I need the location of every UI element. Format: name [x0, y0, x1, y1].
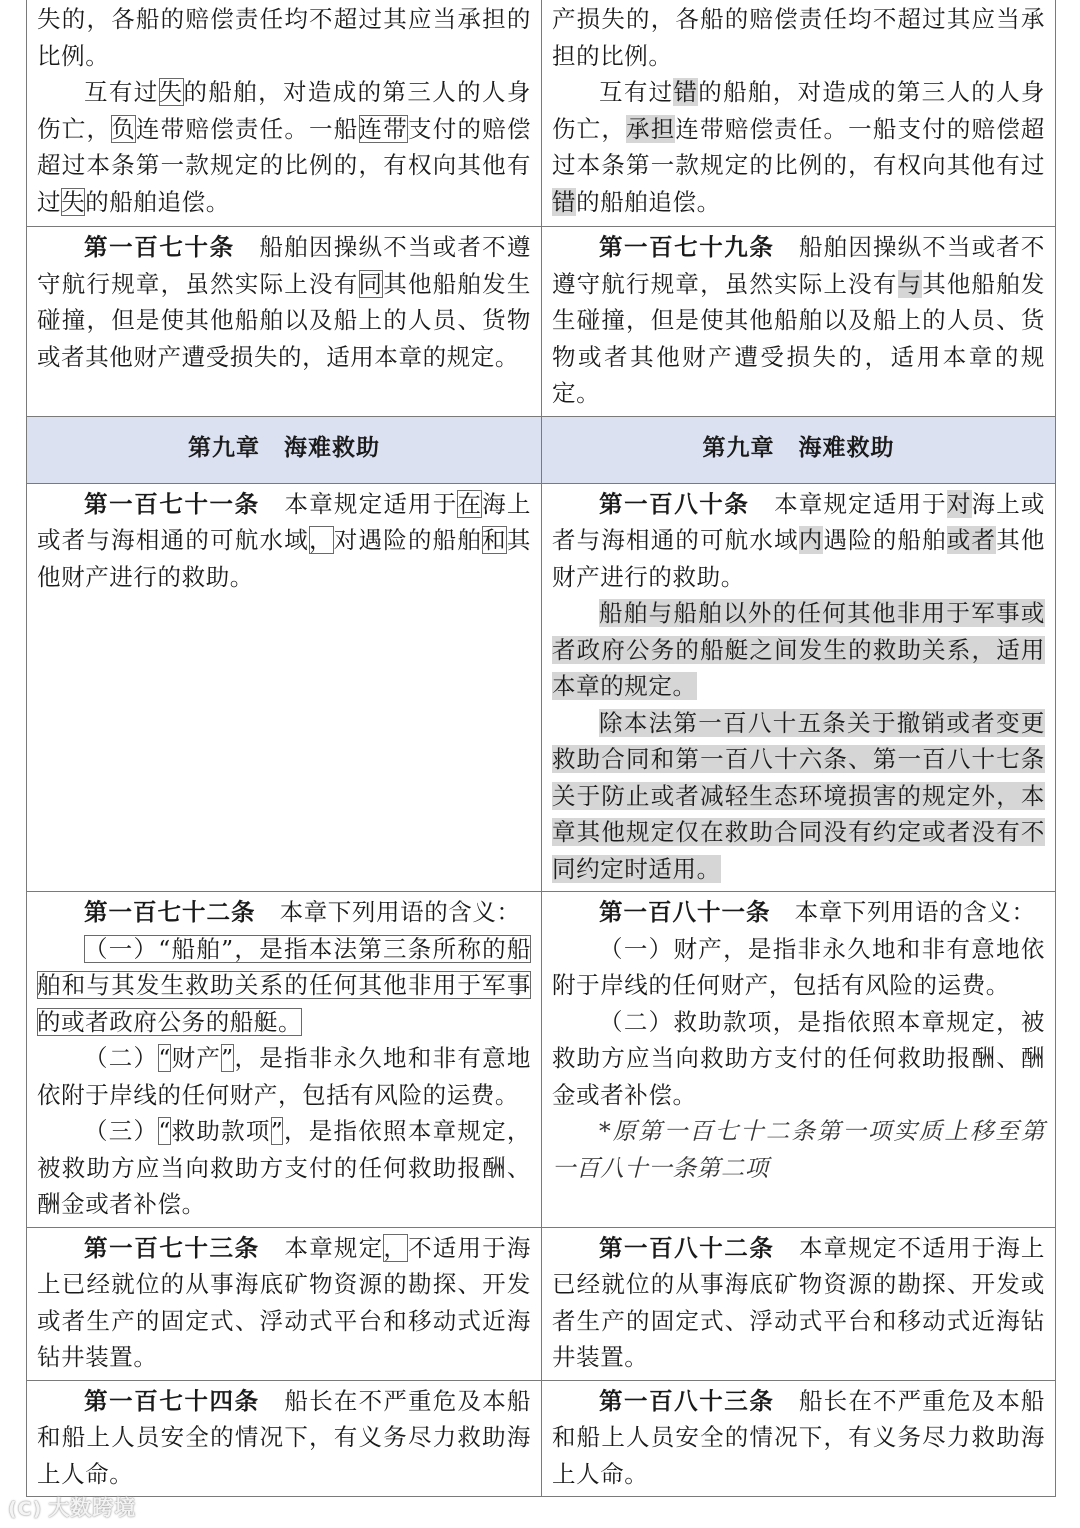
article-number: 第一百七十一条 [84, 489, 260, 518]
paragraph: 产损失的，各船的赔偿责任均不超过其应当承担的比例。 [552, 5, 1045, 70]
brand-logo-icon: (C) [8, 1498, 43, 1520]
old-text-cell [27, 483, 542, 892]
added-text: 船舶与船舶以外的任何其他非用于军事或者政府公务的船艇之间发生的救助关系，适用本章的规定。 [552, 599, 1045, 700]
deleted-mark: 负 [111, 114, 136, 143]
old-text-cell [27, 227, 542, 417]
changed-mark: 对 [946, 489, 972, 518]
deleted-mark: 失 [61, 187, 86, 216]
deleted-mark: 同 [358, 269, 384, 298]
watermark-text: 大数跨境 [48, 1496, 137, 1520]
deleted-mark: ” [270, 1117, 284, 1145]
chapter-title: 第九章 海难救助 [27, 416, 542, 483]
article-number: 第一百七十条 [84, 233, 235, 261]
paragraph: 第一百八十条 本章规定适用于对海上或者与海相通的可航水域内遇险的船舶或者其他财产进行的救助。 [552, 489, 1046, 591]
changed-mark: 内 [798, 526, 824, 554]
old-text-cell [27, 892, 542, 1228]
article-number: 第一百七十三条 [84, 1233, 260, 1262]
new-text-cell [542, 892, 1056, 1228]
table-row [27, 483, 1056, 892]
article-number: 第一百八十一条 [599, 898, 771, 926]
old-text-cell [27, 1227, 542, 1380]
paragraph: （一）财产，是指非永久地和非有意地依附于岸线的任何财产，包括有风险的运费。 [552, 934, 1045, 999]
paragraph: 互有过失的船舶，对造成的第三人的人身伤亡，负连带赔偿责任。一船连带支付的赔偿超过本条第一款规定的比例的，有权向其他有过失的船舶追偿。 [37, 78, 532, 216]
paragraph: 第一百八十三条 船长在不严重危及本船和船上人员安全的情况下，有义务尽力救助海上人命。 [552, 1386, 1046, 1488]
old-text-cell [27, 1380, 542, 1497]
article-number: 第一百八十三条 [599, 1386, 775, 1415]
paragraph: 失的，各船的赔偿责任均不超过其应当承担的比例。 [37, 5, 531, 70]
changed-mark: 或者 [946, 526, 997, 554]
table-row [27, 1227, 1056, 1380]
watermark [8, 1492, 136, 1522]
new-text-cell [542, 227, 1056, 417]
deleted-mark: 失 [158, 78, 184, 106]
paragraph: 第一百七十条 船舶因操纵不当或者不遵守航行规章，虽然实际上没有同其他船舶发生碰撞，但是使其他船舶以及船上的人员、货物或者其他财产遭受损失的，适用本章的规定。 [37, 233, 531, 371]
paragraph: （二）救助款项，是指依照本章规定，被救助方应当向救助方支付的任何救助报酬、酬金或者补偿。 [552, 1007, 1045, 1109]
paragraph: 互有过错的船舶，对造成的第三人的人身伤亡，承担连带赔偿责任。一船支付的赔偿超过本条第一款规定的比例的，有权向其他有过错的船舶追偿。 [552, 78, 1045, 216]
added-text: 除本法第一百八十五条关于撤销或者变更救助合同和第一百八十六条、第一百八十七条关于防止或者减轻生态环境损害的规定外，本章其他规定仅在救助合同没有约定或者没有不同约定时适用。 [552, 708, 1045, 883]
chapter-header-row [27, 416, 1056, 483]
deleted-mark: （一）“船舶”，是指本法第三条所称的船舶和与其发生救助关系的任何其他非用于军事的或者政府公务的船艇。 [37, 934, 531, 1036]
paragraph: 第一百八十一条 本章下列用语的含义： [599, 898, 1036, 926]
table-row [27, 227, 1056, 417]
paragraph: （二）“财产”，是指非永久地和非有意地依附于岸线的任何财产，包括有风险的运费。 [37, 1044, 532, 1109]
paragraph: 第一百七十四条 船长在不严重危及本船和船上人员安全的情况下，有义务尽力救助海上人命。 [37, 1386, 532, 1488]
changed-mark: 与 [897, 269, 923, 298]
table-row [27, 892, 1056, 1228]
old-text-cell [27, 0, 542, 227]
paragraph: （三）“救助款项”，是指依照本章规定，被救助方应当向救助方支付的任何救助报酬、酬金或者补偿。 [37, 1117, 531, 1218]
law-comparison-table [26, 0, 1056, 1497]
paragraph: 第一百七十三条 本章规定，不适用于海上已经就位的从事海底矿物资源的勘探、开发或者生产的固定式、浮动式平台和移动式近海钻井装置。 [37, 1233, 532, 1371]
chapter-title: 第九章 海难救助 [542, 416, 1056, 483]
paragraph [552, 595, 1045, 705]
article-number: 第一百八十条 [599, 489, 750, 518]
deleted-mark: “ [158, 1044, 171, 1072]
deleted-mark: 在 [457, 489, 483, 518]
table-row [27, 0, 1056, 227]
deleted-mark: “ [158, 1117, 171, 1145]
paragraph: 第一百七十一条 本章规定适用于在海上或者与海相通的可航水域，对遇险的船舶和其他财产进行的救助。 [37, 489, 532, 591]
article-number: 第一百七十九条 [599, 233, 775, 261]
deleted-mark: 和 [482, 526, 507, 554]
deleted-mark: 连带 [358, 114, 408, 143]
amendment-note: *原第一百七十二条第一项实质上移至第一百八十一条第二项 [552, 1117, 1045, 1182]
paragraph [37, 931, 531, 1041]
paragraph: 第一百七十九条 船舶因操纵不当或者不遵守航行规章，虽然实际上没有与其他船舶发生碰撞，但是使其他船舶以及船上的人员、货物或者其他财产遭受损失的，适用本章的规定。 [552, 233, 1046, 407]
changed-mark: 错 [673, 78, 699, 106]
changed-mark: 承担 [626, 114, 676, 143]
deleted-mark: ， [383, 1233, 409, 1262]
deleted-mark: ， [309, 526, 334, 554]
changed-mark: 错 [552, 187, 577, 216]
article-number: 第一百七十二条 [84, 898, 256, 926]
paragraph [552, 705, 1045, 888]
table-row [27, 1380, 1056, 1497]
deleted-mark: ” [221, 1044, 234, 1072]
paragraph: 第一百七十二条 本章下列用语的含义： [84, 898, 521, 926]
new-text-cell [542, 0, 1056, 227]
paragraph: 第一百八十二条 本章规定不适用于海上已经就位的从事海底矿物资源的勘探、开发或者生产的固定式、浮动式平台和移动式近海钻井装置。 [552, 1233, 1046, 1371]
new-text-cell [542, 483, 1056, 892]
article-number: 第一百八十二条 [599, 1233, 775, 1262]
new-text-cell [542, 1227, 1056, 1380]
article-number: 第一百七十四条 [84, 1386, 260, 1415]
new-text-cell [542, 1380, 1056, 1497]
